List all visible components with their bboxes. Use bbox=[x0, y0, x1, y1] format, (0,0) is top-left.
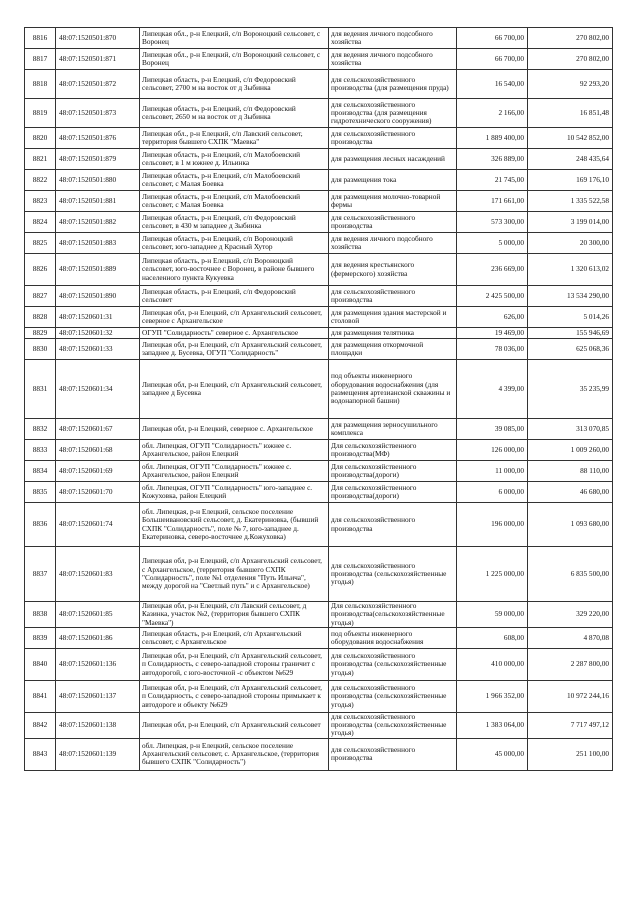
table-row bbox=[25, 254, 613, 286]
address-cell: Липецкая обл., р-н Елецкий, с/п Лавский сельсовет, территория бывшего СХПК "Маевка" bbox=[140, 128, 329, 149]
permitted-use-cell: для сельскохозяйственного производства bbox=[329, 128, 457, 149]
row-number: 8829 bbox=[25, 328, 56, 339]
area-cell: 4 399,00 bbox=[457, 360, 528, 419]
address-cell: обл. Липецкая, р-н Елецкий, сельское поселение Большеивановский сельсовет, д. Екатериновка, (бывший СХПК "Солидарность", поле № 7, юго-западнее д. Екатериновка, северо-восточнее д.Кожуховка) bbox=[140, 503, 329, 547]
cadastral-value-cell: 1 320 613,02 bbox=[528, 254, 613, 286]
area-cell: 1 889 400,00 bbox=[457, 128, 528, 149]
table-row bbox=[25, 49, 613, 70]
table-row bbox=[25, 149, 613, 170]
cadastral-value-cell: 35 235,99 bbox=[528, 360, 613, 419]
cadastral-number: 48:07:1520601:67 bbox=[56, 419, 140, 440]
cadastral-number: 48:07:1520501:871 bbox=[56, 49, 140, 70]
address-cell: Липецкая обл, р-н Елецкий, с/п Архангельский сельсовет bbox=[140, 712, 329, 738]
area-cell: 66 700,00 bbox=[457, 49, 528, 70]
table-row bbox=[25, 440, 613, 461]
table-row bbox=[25, 648, 613, 680]
row-number: 8838 bbox=[25, 602, 56, 628]
cadastral-value-cell: 7 717 497,12 bbox=[528, 712, 613, 738]
permitted-use-cell: Для сельскохозяйственного производства(дороги) bbox=[329, 482, 457, 503]
row-number: 8816 bbox=[25, 28, 56, 49]
permitted-use-cell: для размещения тока bbox=[329, 170, 457, 191]
table-row bbox=[25, 602, 613, 628]
row-number: 8834 bbox=[25, 461, 56, 482]
cadastral-value-cell: 625 068,36 bbox=[528, 339, 613, 360]
area-cell: 608,00 bbox=[457, 627, 528, 648]
cadastral-value-cell: 3 199 014,00 bbox=[528, 212, 613, 233]
permitted-use-cell: для сельскохозяйственного производства (сельскохозяйственные угодья) bbox=[329, 547, 457, 602]
table-row bbox=[25, 339, 613, 360]
address-cell: Липецкая область, р-н Елецкий, с/п Федоровский сельсовет, 2700 м на восток от д Зыбинка bbox=[140, 70, 329, 99]
row-number: 8828 bbox=[25, 307, 56, 328]
cadastral-value-cell: 270 802,00 bbox=[528, 28, 613, 49]
table-row bbox=[25, 307, 613, 328]
row-number: 8820 bbox=[25, 128, 56, 149]
cadastral-number: 48:07:1520501:889 bbox=[56, 254, 140, 286]
row-number: 8833 bbox=[25, 440, 56, 461]
table-row bbox=[25, 191, 613, 212]
address-cell: обл. Липецкая, р-н Елецкий, сельское поселение Архангельский сельсовет, с. Архангельское, (территория бывшего СХПК "Солидарность") bbox=[140, 738, 329, 770]
address-cell: Липецкая область, р-н Елецкий, с/п Вороноцкий сельсовет, юго-восточнее с Воронец, в районе бывшего населенного пункта Кукуевка bbox=[140, 254, 329, 286]
cadastral-value-cell: 20 300,00 bbox=[528, 233, 613, 254]
table-row bbox=[25, 360, 613, 419]
address-cell: Липецкая область, р-н Елецкий, с/п Малобоевский сельсовет, в 1 м южнее д. Ильинка bbox=[140, 149, 329, 170]
row-number: 8824 bbox=[25, 212, 56, 233]
row-number: 8843 bbox=[25, 738, 56, 770]
address-cell: Липецкая область, р-н Елецкий, с/п Федоровский сельсовет, в 430 м западнее д Зыбинка bbox=[140, 212, 329, 233]
cadastral-number: 48:07:1520601:32 bbox=[56, 328, 140, 339]
cadastral-value-cell: 4 870,08 bbox=[528, 627, 613, 648]
area-cell: 21 745,00 bbox=[457, 170, 528, 191]
area-cell: 45 000,00 bbox=[457, 738, 528, 770]
table-row bbox=[25, 99, 613, 128]
table-body bbox=[25, 28, 613, 771]
area-cell: 5 000,00 bbox=[457, 233, 528, 254]
address-cell: Липецкая обл, р-н Елецкий, с/п Архангельский сельсовет, северное с Архангельское bbox=[140, 307, 329, 328]
area-cell: 126 000,00 bbox=[457, 440, 528, 461]
permitted-use-cell: под объекты инженерного оборудования водоснабжения (для размещения артезианской скважины и водонапорной башни) bbox=[329, 360, 457, 419]
cadastral-number: 48:07:1520601:86 bbox=[56, 627, 140, 648]
cadastral-value-cell: 248 435,64 bbox=[528, 149, 613, 170]
row-number: 8818 bbox=[25, 70, 56, 99]
cadastral-value-cell: 6 835 500,00 bbox=[528, 547, 613, 602]
table-row bbox=[25, 503, 613, 547]
cadastral-value-cell: 92 293,20 bbox=[528, 70, 613, 99]
table-row bbox=[25, 680, 613, 712]
address-cell: Липецкая область, р-н Елецкий, с/п Малобоевский сельсовет, с Малая Боевка bbox=[140, 170, 329, 191]
cadastral-value-cell: 46 680,00 bbox=[528, 482, 613, 503]
area-cell: 16 540,00 bbox=[457, 70, 528, 99]
cadastral-value-cell: 10 972 244,16 bbox=[528, 680, 613, 712]
row-number: 8836 bbox=[25, 503, 56, 547]
row-number: 8825 bbox=[25, 233, 56, 254]
cadastral-number: 48:07:1520501:873 bbox=[56, 99, 140, 128]
address-cell: Липецкая область, р-н Елецкий, с/п Федоровский сельсовет bbox=[140, 286, 329, 307]
area-cell: 66 700,00 bbox=[457, 28, 528, 49]
cadastral-number: 48:07:1520501:879 bbox=[56, 149, 140, 170]
table-row bbox=[25, 128, 613, 149]
table-row bbox=[25, 627, 613, 648]
address-cell: Липецкая обл, р-н Елецкий, с/п Архангельский сельсовет, западнее д. Бусевка, ОГУП "Солидарность" bbox=[140, 339, 329, 360]
cadastral-value-cell: 1 093 680,00 bbox=[528, 503, 613, 547]
cadastral-number: 48:07:1520601:139 bbox=[56, 738, 140, 770]
cadastral-number: 48:07:1520501:872 bbox=[56, 70, 140, 99]
row-number: 8835 bbox=[25, 482, 56, 503]
table-row bbox=[25, 70, 613, 99]
row-number: 8831 bbox=[25, 360, 56, 419]
permitted-use-cell: для сельскохозяйственного производства (для размещения пруда) bbox=[329, 70, 457, 99]
cadastral-value-cell: 329 220,00 bbox=[528, 602, 613, 628]
cadastral-value-cell: 5 014,26 bbox=[528, 307, 613, 328]
permitted-use-cell: для сельскохозяйственного производства (сельскохозяйственные угодья) bbox=[329, 648, 457, 680]
address-cell: Липецкая область, р-н Елецкий, с/п Вороноцкий сельсовет, юго-западнее д Красный Хутор bbox=[140, 233, 329, 254]
permitted-use-cell: для сельскохозяйственного производства (сельскохозяйственные угодья) bbox=[329, 712, 457, 738]
permitted-use-cell: Для сельскохозяйственного производства(сельскохозяйственные угодья) bbox=[329, 602, 457, 628]
area-cell: 573 300,00 bbox=[457, 212, 528, 233]
area-cell: 59 000,00 bbox=[457, 602, 528, 628]
row-number: 8826 bbox=[25, 254, 56, 286]
permitted-use-cell: для размещения телятника bbox=[329, 328, 457, 339]
cadastral-value-cell: 10 542 852,00 bbox=[528, 128, 613, 149]
permitted-use-cell: для сельскохозяйственного производства bbox=[329, 738, 457, 770]
cadastral-value-cell: 1 009 260,00 bbox=[528, 440, 613, 461]
permitted-use-cell: для сельскохозяйственного производства bbox=[329, 503, 457, 547]
address-cell: Липецкая область, р-н Елецкий, с/п Малобоевский сельсовет, с Малая Боевка bbox=[140, 191, 329, 212]
area-cell: 236 669,00 bbox=[457, 254, 528, 286]
cadastral-number: 48:07:1520501:882 bbox=[56, 212, 140, 233]
row-number: 8837 bbox=[25, 547, 56, 602]
cadastral-value-cell: 155 946,69 bbox=[528, 328, 613, 339]
area-cell: 626,00 bbox=[457, 307, 528, 328]
permitted-use-cell: для размещения здания мастерской и столовой bbox=[329, 307, 457, 328]
address-cell: обл. Липецкая, ОГУП "Солидарность" южнее с. Архангельское, район Елецкий bbox=[140, 440, 329, 461]
row-number: 8823 bbox=[25, 191, 56, 212]
row-number: 8822 bbox=[25, 170, 56, 191]
cadastral-number: 48:07:1520601:33 bbox=[56, 339, 140, 360]
area-cell: 1 225 000,00 bbox=[457, 547, 528, 602]
cadastral-number: 48:07:1520501:883 bbox=[56, 233, 140, 254]
address-cell: Липецкая обл., р-н Елецкий, с/п Вороноцкий сельсовет, с Воронец bbox=[140, 28, 329, 49]
permitted-use-cell: для ведения личного подсобного хозяйства bbox=[329, 49, 457, 70]
cadastral-value-cell: 270 802,00 bbox=[528, 49, 613, 70]
row-number: 8842 bbox=[25, 712, 56, 738]
cadastral-number: 48:07:1520501:881 bbox=[56, 191, 140, 212]
table-row bbox=[25, 328, 613, 339]
row-number: 8840 bbox=[25, 648, 56, 680]
cadastral-value-cell: 2 287 800,00 bbox=[528, 648, 613, 680]
area-cell: 2 166,00 bbox=[457, 99, 528, 128]
area-cell: 6 000,00 bbox=[457, 482, 528, 503]
row-number: 8817 bbox=[25, 49, 56, 70]
permitted-use-cell: Для сельскохозяйственного производства(дороги) bbox=[329, 461, 457, 482]
address-cell: обл. Липецкая, ОГУП "Солидарность" юго-западнее с. Кожуховка, район Елецкий bbox=[140, 482, 329, 503]
cadastral-number: 48:07:1520601:137 bbox=[56, 680, 140, 712]
permitted-use-cell: для размещения лесных насаждений bbox=[329, 149, 457, 170]
permitted-use-cell: для размещения молочно-товарной фермы bbox=[329, 191, 457, 212]
permitted-use-cell: для размещения зерносушильного комплекса bbox=[329, 419, 457, 440]
cadastral-number: 48:07:1520601:85 bbox=[56, 602, 140, 628]
address-cell: обл. Липецкая, ОГУП "Солидарность" южнее с. Архангельское, район Елецкий bbox=[140, 461, 329, 482]
table-row bbox=[25, 547, 613, 602]
area-cell: 410 000,00 bbox=[457, 648, 528, 680]
cadastral-number: 48:07:1520601:70 bbox=[56, 482, 140, 503]
cadastral-value-cell: 13 534 290,00 bbox=[528, 286, 613, 307]
row-number: 8841 bbox=[25, 680, 56, 712]
permitted-use-cell: для ведения личного подсобного хозяйства bbox=[329, 233, 457, 254]
area-cell: 19 469,00 bbox=[457, 328, 528, 339]
area-cell: 78 036,00 bbox=[457, 339, 528, 360]
permitted-use-cell: под объекты инженерного оборудования водоснабжения bbox=[329, 627, 457, 648]
cadastral-value-cell: 313 070,85 bbox=[528, 419, 613, 440]
cadastral-value-cell: 16 851,48 bbox=[528, 99, 613, 128]
cadastral-number: 48:07:1520601:34 bbox=[56, 360, 140, 419]
row-number: 8827 bbox=[25, 286, 56, 307]
cadastral-number: 48:07:1520501:890 bbox=[56, 286, 140, 307]
table-row bbox=[25, 212, 613, 233]
table-row bbox=[25, 419, 613, 440]
permitted-use-cell: для ведения крестьянского (фермерского) хозяйства bbox=[329, 254, 457, 286]
cadastral-number: 48:07:1520601:68 bbox=[56, 440, 140, 461]
cadastral-value-cell: 88 110,00 bbox=[528, 461, 613, 482]
address-cell: Липецкая область, р-н Елецкий, с/п Архангельский сельсовет, с Архангельское bbox=[140, 627, 329, 648]
land-registry-table bbox=[24, 27, 613, 771]
permitted-use-cell: для сельскохозяйственного производства (сельскохозяйственные угодья) bbox=[329, 680, 457, 712]
address-cell: Липецкая обл, р-н Елецкий, северное с. Архангельское bbox=[140, 419, 329, 440]
row-number: 8819 bbox=[25, 99, 56, 128]
address-cell: Липецкая обл, р-н Елецкий, с/п Архангельский сельсовет, с Архангельское, (территория бывшего СХПК "Солидарность", поле №1 отделения "Путь Ильича", между дорогой на "Светлый путь" и с Архангельское) bbox=[140, 547, 329, 602]
row-number: 8832 bbox=[25, 419, 56, 440]
area-cell: 1 966 352,00 bbox=[457, 680, 528, 712]
cadastral-value-cell: 1 335 522,58 bbox=[528, 191, 613, 212]
area-cell: 171 661,00 bbox=[457, 191, 528, 212]
permitted-use-cell: Для сельскохозяйственного производства(МФ) bbox=[329, 440, 457, 461]
area-cell: 1 383 064,00 bbox=[457, 712, 528, 738]
permitted-use-cell: для ведения личного подсобного хозяйства bbox=[329, 28, 457, 49]
area-cell: 11 000,00 bbox=[457, 461, 528, 482]
row-number: 8830 bbox=[25, 339, 56, 360]
area-cell: 39 085,00 bbox=[457, 419, 528, 440]
permitted-use-cell: для сельскохозяйственного производства (для размещения гидротехнического сооружения) bbox=[329, 99, 457, 128]
table-row bbox=[25, 461, 613, 482]
cadastral-number: 48:07:1520601:69 bbox=[56, 461, 140, 482]
address-cell: Липецкая обл, р-н Елецкий, с/п Архангельский сельсовет, п Солидарность, с северо-западной стороны граничит с автодорогой, с юго-восточной -с объектом №629 bbox=[140, 648, 329, 680]
address-cell: Липецкая обл., р-н Елецкий, с/п Вороноцкий сельсовет, с Воронец bbox=[140, 49, 329, 70]
cadastral-number: 48:07:1520501:870 bbox=[56, 28, 140, 49]
address-cell: Липецкая обл, р-н Елецкий, с/п Архангельский сельсовет, западнее д Бусевка bbox=[140, 360, 329, 419]
address-cell: Липецкая область, р-н Елецкий, с/п Федоровский сельсовет, 2650 м на восток от д Зыбинка bbox=[140, 99, 329, 128]
cadastral-number: 48:07:1520501:880 bbox=[56, 170, 140, 191]
permitted-use-cell: для сельскохозяйственного производства bbox=[329, 286, 457, 307]
row-number: 8821 bbox=[25, 149, 56, 170]
table-row bbox=[25, 170, 613, 191]
area-cell: 196 000,00 bbox=[457, 503, 528, 547]
permitted-use-cell: для сельскохозяйственного производства bbox=[329, 212, 457, 233]
permitted-use-cell: для размещения откормочной площадки bbox=[329, 339, 457, 360]
area-cell: 2 425 500,00 bbox=[457, 286, 528, 307]
table-row bbox=[25, 233, 613, 254]
cadastral-number: 48:07:1520601:136 bbox=[56, 648, 140, 680]
table-row bbox=[25, 482, 613, 503]
address-cell: Липецкая обл, р-н Елецкий, с/п Архангельский сельсовет, п Солидарность, с северо-западной стороны примыкает к автодороге и объекту №629 bbox=[140, 680, 329, 712]
table-row bbox=[25, 28, 613, 49]
address-cell: ОГУП "Солидарность" северное с. Архангельское bbox=[140, 328, 329, 339]
cadastral-value-cell: 169 176,10 bbox=[528, 170, 613, 191]
cadastral-number: 48:07:1520601:74 bbox=[56, 503, 140, 547]
table-row bbox=[25, 738, 613, 770]
cadastral-number: 48:07:1520601:138 bbox=[56, 712, 140, 738]
address-cell: Липецкая обл, р-н Елецкий, с/п Лавский сельсовет, д Казинка, участок №2, (территория бывшего СХПК "Маевка") bbox=[140, 602, 329, 628]
row-number: 8839 bbox=[25, 627, 56, 648]
cadastral-number: 48:07:1520501:876 bbox=[56, 128, 140, 149]
cadastral-number: 48:07:1520601:31 bbox=[56, 307, 140, 328]
table-row bbox=[25, 286, 613, 307]
table-row bbox=[25, 712, 613, 738]
cadastral-value-cell: 251 100,00 bbox=[528, 738, 613, 770]
cadastral-number: 48:07:1520601:83 bbox=[56, 547, 140, 602]
area-cell: 326 889,00 bbox=[457, 149, 528, 170]
